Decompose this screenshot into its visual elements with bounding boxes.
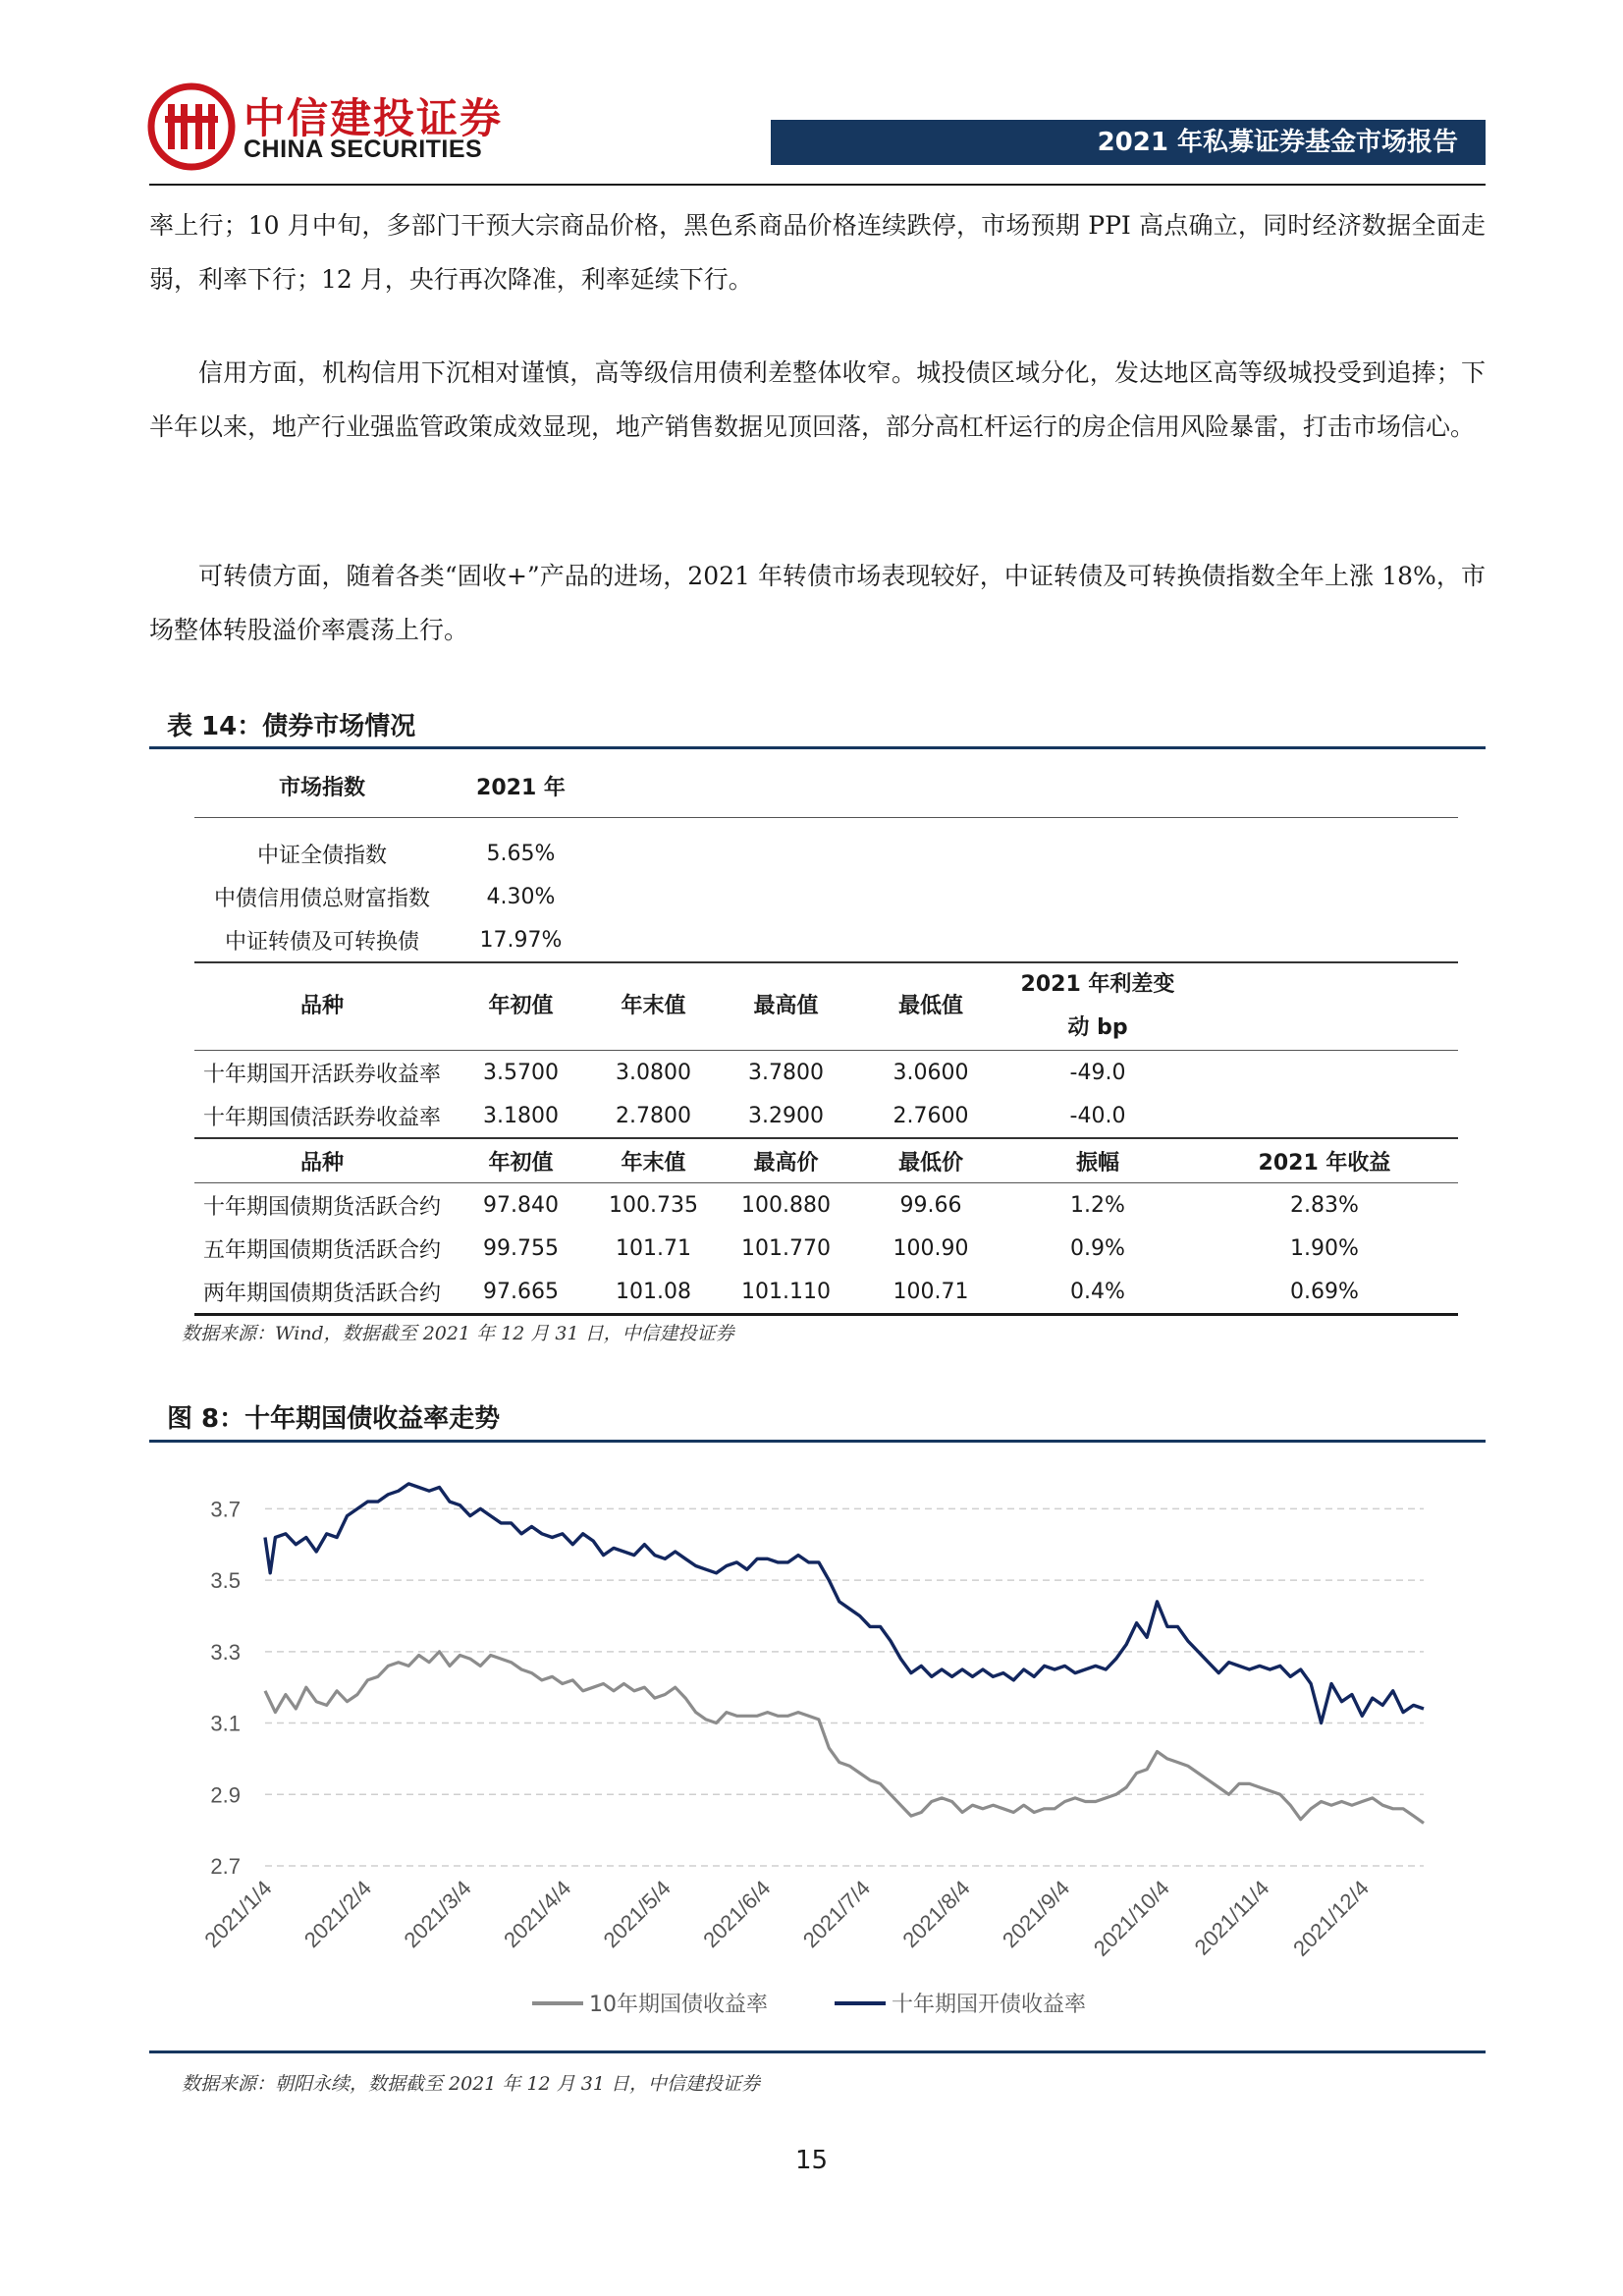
table-header-cell: 振幅 <box>1004 1138 1191 1183</box>
y-tick-label: 3.5 <box>210 1568 241 1594</box>
x-tick-label: 2021/3/4 <box>399 1875 476 1953</box>
table-row <box>194 1227 1458 1270</box>
chart-top-rule <box>149 1440 1486 1443</box>
table-row <box>194 1094 1458 1138</box>
table-header-row <box>194 1138 1458 1183</box>
table-cell: 1.90% <box>1290 1235 1359 1261</box>
brand-name-en: CHINA SECURITIES <box>243 136 483 163</box>
bond-market-table <box>194 754 1458 1316</box>
brand-name-cn: 中信建投证券 <box>243 94 504 142</box>
table-row <box>194 818 1458 876</box>
table-row <box>194 875 1458 918</box>
table-cell: 0.9% <box>1070 1235 1125 1261</box>
header-divider <box>149 184 1486 186</box>
table-header-cell: 品种 <box>194 962 450 1051</box>
chart-series <box>265 1484 1424 1824</box>
table-cell: 101.71 <box>616 1235 691 1261</box>
company-logo <box>147 82 236 171</box>
table-header-cell: 市场指数 <box>194 754 450 818</box>
table-cell: 3.0600 <box>893 1060 969 1085</box>
table-cell: 中证全债指数 <box>256 843 387 868</box>
table-cell: 4.30% <box>486 884 556 909</box>
legend-label: 10年期国债收益率 <box>589 1993 768 2017</box>
table-cell: 97.665 <box>450 1270 592 1315</box>
chart-x-axis <box>199 1876 1374 1961</box>
table-row <box>194 1051 1458 1095</box>
table-header-cell: 年初值 <box>450 962 592 1051</box>
table-header-cell: 2021 年收益 <box>1191 1138 1458 1183</box>
table-header-cell: 最高值 <box>715 962 857 1051</box>
table-cell: 3.0800 <box>616 1060 691 1085</box>
chart-source-note: 数据来源：朝阳永续，数据截至 2021 年 12 月 31 日，中信建投证券 <box>182 2073 760 2095</box>
table-cell: 五年期国债期货活跃合约 <box>202 1237 441 1263</box>
paragraph-rates: 率上行；10 月中旬，多部门干预大宗商品价格，黑色系商品价格连续跌停，市场预期 PPI 高点确立，同时经济数据全面走弱，利率下行；12 月，央行再次降准，利率延续下行。 <box>149 211 1486 294</box>
table-cell: 中债信用债总财富指数 <box>213 886 430 911</box>
x-tick-label: 2021/5/4 <box>598 1875 676 1953</box>
table-cell: 十年期国开活跃券收益率 <box>202 1062 441 1087</box>
page-number: 15 <box>794 2146 829 2175</box>
table-header-cell: 最低价 <box>857 1138 1004 1183</box>
table-cell: 5.65% <box>486 841 556 866</box>
table-header-cell: 2021 年利差变 动 bp <box>1004 962 1191 1051</box>
paragraph-credit: 信用方面，机构信用下沉相对谨慎，高等级信用债利差整体收窄。城投债区域分化，发达地区高等级城投受到追捧；下半年以来，地产行业强监管政策成效显现，地产销售数据见顶回落，部分高杠杆运行的房企信用风险暴雷，打击市场信心。 <box>149 358 1486 441</box>
chart-bottom-rule <box>149 2050 1486 2053</box>
legend-label: 十年期国开债收益率 <box>892 1993 1087 2017</box>
table-cell: 99.755 <box>483 1235 559 1261</box>
table-cell: 100.71 <box>857 1270 1004 1315</box>
table-cell: 100.880 <box>741 1192 831 1218</box>
x-tick-label: 2021/11/4 <box>1189 1875 1274 1960</box>
x-tick-label: 2021/10/4 <box>1088 1875 1174 1961</box>
table-row <box>194 918 1458 962</box>
series-line-cdb <box>265 1484 1424 1723</box>
table-cell: 2.7800 <box>592 1094 715 1138</box>
table-cell: 3.2900 <box>715 1094 857 1138</box>
x-tick-label: 2021/1/4 <box>199 1875 277 1953</box>
x-tick-label: 2021/12/4 <box>1288 1875 1374 1961</box>
x-tick-label: 2021/9/4 <box>997 1875 1075 1953</box>
table-cell: 100.735 <box>609 1192 698 1218</box>
table-cell: 两年期国债期货活跃合约 <box>194 1270 450 1315</box>
x-tick-label: 2021/8/4 <box>897 1875 975 1953</box>
table-header-cell: 最高价 <box>715 1138 857 1183</box>
chart-caption: 图 8：十年期国债收益率走势 <box>167 1404 501 1434</box>
y-tick-label: 2.7 <box>210 1854 241 1879</box>
yield-line-chart <box>149 1453 1486 2062</box>
table-cell: 17.97% <box>450 918 592 962</box>
table-header-cell: 最低值 <box>857 962 1004 1051</box>
x-tick-label: 2021/4/4 <box>499 1875 576 1953</box>
table-cell: 100.90 <box>893 1235 969 1261</box>
table-cell: 中证转债及可转换债 <box>194 918 450 962</box>
table-cell: 101.770 <box>741 1235 831 1261</box>
table-cell: 0.4% <box>1004 1270 1191 1315</box>
y-tick-label: 3.3 <box>210 1639 241 1665</box>
table-cell: 1.2% <box>1070 1192 1125 1218</box>
report-title: 2021 年私募证券基金市场报告 <box>1097 128 1458 157</box>
x-tick-label: 2021/2/4 <box>298 1875 377 1953</box>
table-header-cell: 年初值 <box>450 1138 592 1183</box>
table-cell: 十年期国债期货活跃合约 <box>202 1194 441 1220</box>
table-top-rule <box>149 746 1486 749</box>
table-header-cell: 品种 <box>194 1138 450 1183</box>
table-cell: -40.0 <box>1004 1094 1191 1138</box>
table-cell: 3.7800 <box>748 1060 824 1085</box>
table-cell: -49.0 <box>1069 1060 1126 1085</box>
table-header-row <box>194 962 1458 1051</box>
table-header-cell: 年末值 <box>592 962 715 1051</box>
paragraph-convertibles: 可转债方面，随着各类“固收+”产品的进场，2021 年转债市场表现较好，中证转债及可转换债指数全年上涨 18%，市场整体转股溢价率震荡上行。 <box>149 562 1486 644</box>
x-tick-label: 2021/7/4 <box>797 1875 876 1953</box>
table-cell: 3.1800 <box>450 1094 592 1138</box>
table-row <box>194 1270 1458 1315</box>
y-tick-label: 2.9 <box>210 1782 241 1808</box>
x-tick-label: 2021/6/4 <box>698 1875 776 1953</box>
table-cell: 101.08 <box>592 1270 715 1315</box>
table-cell: 2.83% <box>1290 1192 1359 1218</box>
chart-gridlines <box>265 1508 1424 1866</box>
table-header-cell: 年末值 <box>592 1138 715 1183</box>
series-line-treasury <box>265 1652 1424 1824</box>
table-cell: 十年期国债活跃券收益率 <box>194 1094 450 1138</box>
table-source-note: 数据来源：Wind，数据截至 2021 年 12 月 31 日，中信建投证券 <box>182 1323 734 1344</box>
table-cell: 2.7600 <box>857 1094 1004 1138</box>
y-tick-label: 3.1 <box>210 1711 241 1736</box>
table-cell: 97.840 <box>483 1192 559 1218</box>
table-header-cell: 2021 年 <box>450 754 592 818</box>
table-row <box>194 1183 1458 1228</box>
chart-legend <box>532 1993 1086 2017</box>
chart-y-axis <box>210 1497 241 1879</box>
table-cell: 3.5700 <box>483 1060 559 1085</box>
y-tick-label: 3.7 <box>210 1497 241 1522</box>
table-header-row <box>194 754 1458 818</box>
table-cell: 101.110 <box>715 1270 857 1315</box>
table-cell: 99.66 <box>899 1192 962 1218</box>
table-caption: 表 14：债券市场情况 <box>167 712 416 741</box>
table-cell: 0.69% <box>1191 1270 1458 1315</box>
